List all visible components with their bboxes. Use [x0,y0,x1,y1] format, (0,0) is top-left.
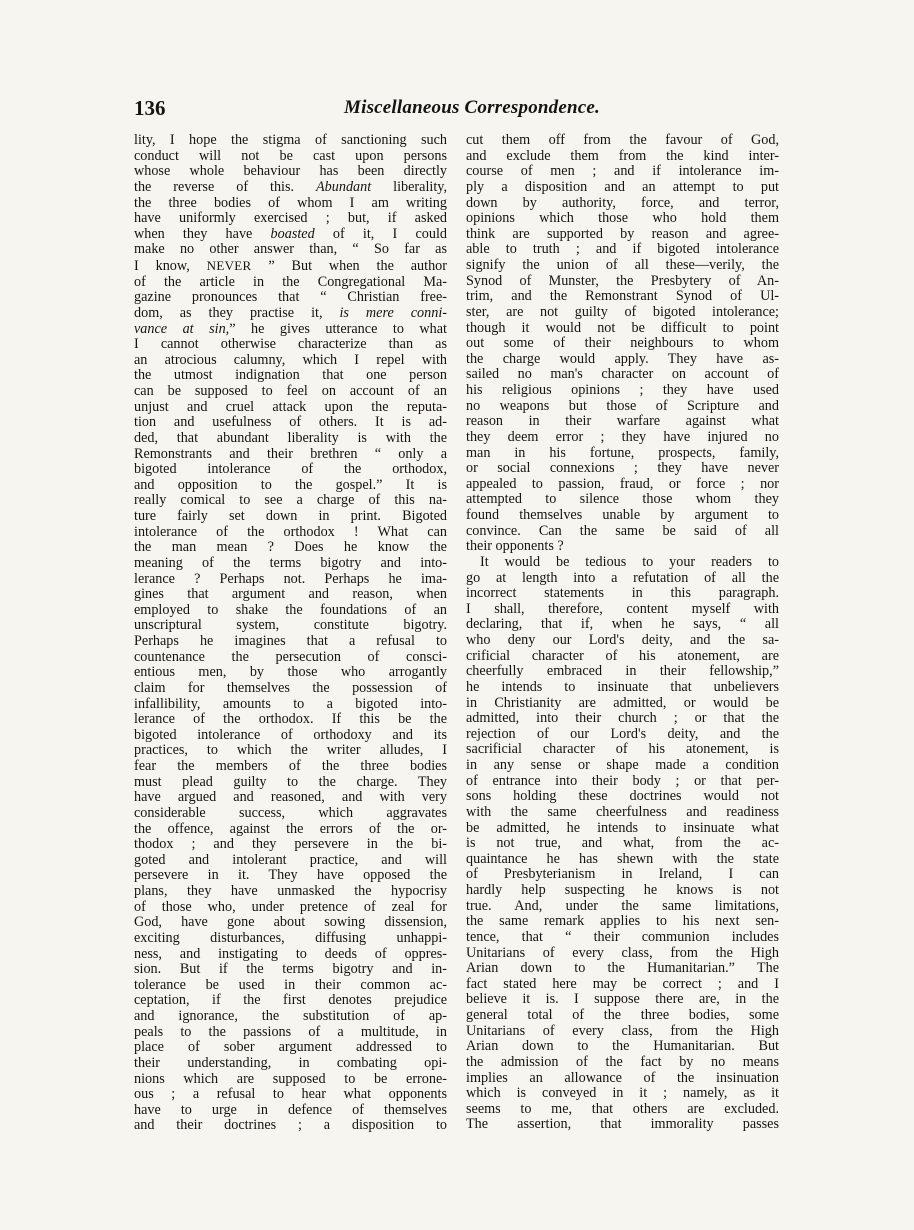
text-line: he intends to insinuate that unbelievers [466,678,779,695]
text-line: Synod of Munster, the Presbytery of An- [466,272,779,289]
text-line: really comical to see a charge of this na- [134,492,447,509]
text-line: of entrance into their body ; or that per- [466,772,779,789]
text-line: I cannot otherwise characterize than as [134,336,447,353]
text-line: vance at sin,” he gives utterance to what [134,320,448,337]
text-line: countenance the persecution of consci- [134,648,447,665]
text-line: thodox ; and they persevere in the bi- [134,836,447,853]
text-line: course of men ; and if intolerance im- [466,163,779,180]
text-line: and their doctrines ; a disposition to [134,1117,447,1134]
left-column [134,133,447,1134]
text-line: an atrocious calumny, which I repel with [134,351,447,368]
text-line: lerance ? Perhaps not. Perhaps he ima- [134,570,447,587]
text-line: seems to me, that others are excluded. [466,1100,779,1117]
text-line: meaning of the terms bigotry and into- [134,554,447,571]
text-line: convince. Can the same be said of all [466,522,779,539]
text-line: plans, they have unmasked the hypocrisy [134,883,447,899]
text-line: Perhaps he imagines that a refusal to [134,633,447,649]
text-line: have to urge in defence of themselves [134,1101,447,1118]
text-line: able to truth ; and if bigoted intolerance [466,241,779,258]
text-line: the offence, against the errors of the or- [134,820,447,837]
text-line: be admitted, he intends to insinuate what [466,819,779,836]
text-line: ous ; a refusal to hear what opponents [134,1086,447,1103]
page-number: 136 [134,96,166,120]
text-line: with the same cheerfulness and readiness [466,803,779,820]
text-line: general total of the three bodies, some [466,1007,779,1023]
text-line: fear the members of the three bodies [134,758,447,774]
text-line: believe it is. I suppose there are, in the [466,991,779,1008]
text-line: when they have boasted of it, I could [134,225,447,242]
text-line: tence, that “ their communion includes [466,928,779,945]
text-line: have uniformly exercised ; but, if asked [134,210,447,227]
page-header [134,96,780,122]
text-line: entious men, by those who arrogantly [134,664,447,681]
text-line: the same remark applies to his next sen- [466,913,779,930]
text-line: their understanding, in combating opi- [134,1054,447,1071]
text-line: Arian down to the Humanitarian. But [466,1038,779,1055]
text-line: no weapons but those of Scripture and [466,397,779,414]
text-line: goted and intolerant practice, and will [134,851,447,868]
paragraph [466,555,779,1133]
text-line: the admission of the fact by no means [466,1053,779,1070]
paragraph [134,133,447,1134]
text-line: ply a disposition and an attempt to put [466,178,779,195]
text-line: sacrificial character of his atonement, is [466,741,779,758]
text-line: It would be tedious to your readers to [480,553,779,570]
text-line: employed to shake the foundations of an [134,601,447,618]
text-line: reason in their warfare against what [466,413,779,430]
text-line: cut them off from the favour of God, [466,132,779,148]
text-line: ture fairly set down in print. Bigoted [134,508,447,524]
text-line: the man mean ? Does he know the [134,539,447,556]
text-line: practices, to which the writer alludes, I [134,742,447,759]
text-line: signify the union of all these—verily, the [466,257,779,273]
text-line: whose whole behaviour has been directly [134,163,447,180]
text-line: down by authority, force, and terror, [466,194,779,211]
text-line: bigoted intolerance of orthodoxy and its [134,726,447,743]
text-line: the three bodies of whom I am writing [134,194,447,211]
text-line: ded, that abundant liberality is with the [134,429,447,446]
text-line: Arian down to the Humanitarian.” The [466,960,779,977]
text-line: quaintance he has shewn with the state [466,850,779,867]
text-line: fact stated here may be correct ; and I [466,975,779,992]
text-line: in any sense or shape made a condition [466,757,779,773]
text-line: lity, I hope the stigma of sanctioning such [134,132,447,148]
text-line: man in his fortune, prospects, family, [466,444,779,461]
text-line: cheerfully embraced in their fellowship,” [466,663,779,680]
text-line: and exclude them from the kind inter- [466,147,779,164]
text-line: incorrect statements in this paragraph. [466,585,779,602]
text-line: ster, are not guilty of bigoted intolerance; [466,303,779,320]
text-line: attempted to silence those whom they [466,491,779,508]
text-line: admitted, into their church ; or that the [466,710,779,727]
text-line: persevere in it. They have opposed the [134,867,447,884]
text-line: or social connexions ; they have never [466,460,779,477]
text-line: ness, and instigating to deeds of oppres- [134,945,447,962]
text-line: infallibility, amounts to a bigoted into- [134,695,447,712]
text-line: have argued and reasoned, and with very [134,789,447,806]
text-line: of Presbyterianism in Ireland, I can [466,866,779,883]
text-line: opinions which those who hold them [466,210,779,227]
text-line: I know, NEVER ” But when the author [134,258,447,274]
text-line: of the article in the Congregational Ma- [134,273,447,290]
text-line: their opponents ? [466,538,564,555]
text-line: though it would not be difficult to point [466,319,779,336]
text-line: exciting disturbances, diffusing unhappi- [134,929,447,946]
text-line: sons holding these doctrines would not [466,788,779,805]
text-line: the reverse of this. Abundant liberality, [134,178,447,195]
text-line: gazine pronounces that “ Christian free- [134,289,447,306]
text-line: implies an allowance of the insinuation [466,1069,779,1086]
text-line: peals to the passions of a multitude, in [134,1023,447,1040]
text-line: sion. But if the terms bigotry and in- [134,961,447,978]
text-line: dom, as they practise it, is mere conni- [134,304,447,321]
text-line: must plead guilty to the charge. They [134,773,447,790]
text-line: God, have gone about sowing dissension, [134,914,447,931]
text-line: his religious opinions ; they have used [466,382,779,398]
text-line: they deem error ; they have injured no [466,428,779,445]
text-line: declaring, that if, when he says, “ all [466,616,779,633]
text-line: can be supposed to feel on account of an [134,383,447,399]
right-column [466,133,779,1133]
text-line: intolerance of the orthodox ! What can [134,523,447,540]
text-line: out some of their neighbours to whom [466,335,779,352]
text-line: tion and usefulness of others. It is ad- [134,414,447,431]
text-line: place of sober argument addressed to [134,1039,447,1056]
text-line: and ignorance, the substitution of ap- [134,1008,447,1024]
text-line: go at length into a refutation of all the [466,569,779,586]
text-line: Unitarians of every class, from the High [466,944,779,961]
text-line: I shall, therefore, content myself with [466,600,779,617]
text-line: and opposition to the gospel.” It is [134,476,447,493]
text-line: sailed no man's character on account of [466,366,779,383]
text-line: appealed to passion, fraud, or force ; nor [466,475,779,492]
text-line: which is conveyed in it ; namely, as it [466,1085,779,1102]
text-line: found themselves unable by argument to [466,507,779,523]
text-line: The assertion, that immorality passes [466,1116,779,1133]
running-title: Miscellaneous Correspondence. [344,97,600,118]
text-line: Remonstrants and their brethren “ only a [134,445,447,462]
text-line: unscriptural system, constitute bigotry. [134,617,447,634]
text-line: rejection of our Lord's deity, and the [466,725,779,742]
text-line: nions which are supposed to be errone- [134,1070,447,1087]
text-line: conduct will not be cast upon persons [134,147,447,164]
text-line: lerance of the orthodox. If this be the [134,711,447,728]
text-line: the charge would apply. They have as- [466,350,779,367]
text-line: the utmost indignation that one person [134,367,447,384]
text-line: in Christianity are admitted, or would be [466,694,779,711]
text-line: hardly help suspecting he knows is not [466,882,779,898]
text-line: think are supported by reason and agree- [466,225,779,242]
text-line: ceptation, if the first denotes prejudice [134,992,447,1009]
text-line: of those who, under pretence of zeal for [134,898,447,915]
text-line: gines that argument and reason, when [134,586,447,603]
text-line: trim, and the Remonstrant Synod of Ul- [466,288,779,305]
text-line: who deny our Lord's deity, and the sa- [466,632,779,648]
text-line: Unitarians of every class, from the High [466,1022,779,1039]
text-line: considerable success, which aggravates [134,804,447,821]
text-line: true. And, under the same limitations, [466,897,779,914]
text-line: is not true, and what, from the ac- [466,835,779,852]
text-line: claim for themselves the possession of [134,679,447,696]
text-line: bigoted intolerance of the orthodox, [134,461,447,478]
text-line: crificial character of his atonement, are [466,647,779,664]
paragraph [466,133,779,555]
text-line: make no other answer than, “ So far as [134,241,447,258]
text-line: tolerance be used in their common ac- [134,976,447,993]
text-line: unjust and cruel attack upon the reputa- [134,398,447,415]
